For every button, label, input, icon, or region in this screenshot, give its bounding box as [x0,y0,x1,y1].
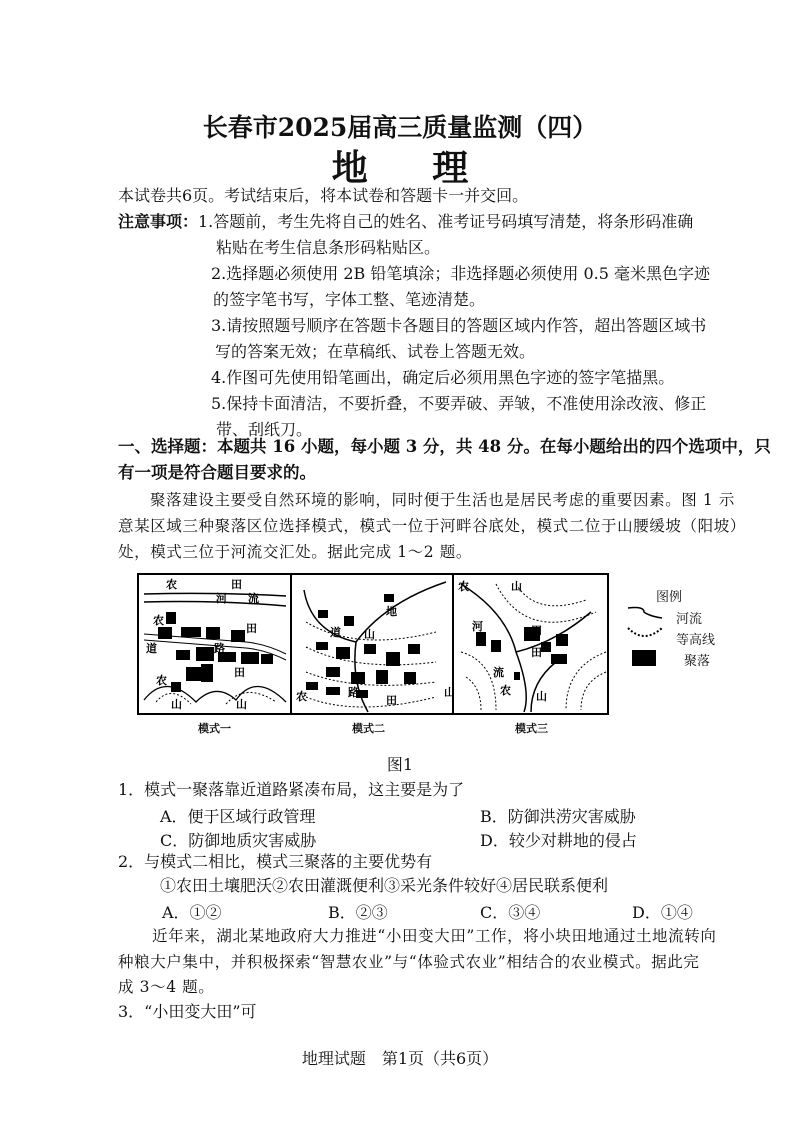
notice-label: 注意事项： [118,212,199,231]
legend-settlement: 聚落 [684,654,711,669]
panel-caption-1: 模式一 [198,722,231,735]
map-label: 山 [171,698,182,711]
question-1-stem: 1．模式一聚落靠近道路紧凑布局，这主要是为了 [118,780,465,799]
map-label: 路 [348,686,359,699]
map-label: 道 [146,642,157,655]
map-label: 田 [246,622,257,635]
contour-symbol-icon [628,628,662,636]
q1-option-d: D．较少对耕地的侵占 [480,831,637,850]
exam-title: 长春市2025届高三质量监测（四） [202,113,598,142]
section-heading: 一、选择题：本题共 16 小题，每小题 3 分，共 48 分。在每小题给出的四个选项中，只 [118,437,771,456]
settlement-symbol-icon [632,650,656,666]
section-heading-cont: 有一项是符合题目要求的。 [118,463,316,482]
q1-option-a: A．便于区域行政管理 [160,807,316,826]
notice-item-2-cont: 的签字笔书写，字体工整、笔迹清楚。 [213,290,486,309]
map-label: 流 [493,666,504,679]
q2-statements: ①农田土壤肥沃②农田灌溉便利③采光条件较好④居民联系便利 [160,876,609,895]
figure-caption: 图1 [386,755,414,774]
map-label: 田 [531,646,542,659]
q1-option-c: C．防御地质灾害威胁 [160,831,317,850]
map-label: 田 [531,624,542,637]
map-label: 农 [166,578,177,591]
map-label: 田 [386,694,397,707]
notice-item-1: 1.答题前，考生先将自己的姓名、准考证号码填写清楚，将条形码准确 [198,212,694,231]
page-footer: 地理试题 第1页（共6页） [301,1049,499,1068]
notice-item-5-cont: 带、刮纸刀。 [216,420,313,439]
passage-1-line-3: 处，模式三位于河流交汇处。据此完成 1～2 题。 [118,543,472,561]
settlement-pattern-figure [136,572,616,718]
map-label: 田 [231,578,242,591]
legend-title: 图例 [656,590,683,605]
notice-item-1-cont: 粘贴在考生信息条形码粘贴区。 [216,238,441,257]
legend-symbols [624,604,664,670]
map-label: 地 [386,605,397,618]
passage-2-line-3: 成 3～4 题。 [118,978,215,996]
river-symbol-icon [628,608,662,619]
q2-option-d: D．①④ [632,903,693,922]
map-label: 山 [236,698,247,711]
question-3-stem: 3．“小田变大田”可 [118,1002,257,1021]
intro-text: 本试卷共6页。考试结束后，将本试卷和答题卡一并交回。 [118,186,529,205]
map-label: 河 [472,620,483,633]
map-label: 农 [458,580,469,593]
passage-1-line-1: 聚落建设主要受自然环境的影响，同时便于生活也是居民考虑的重要因素。图 1 示 [150,491,736,509]
map-label: 道 [330,626,341,639]
notice-item-3: 3.请按照题号顺序在答题卡各题目的答题区域内作答，超出答题区域书 [211,316,707,335]
q1-option-b: B．防御洪涝灾害威胁 [480,807,636,826]
map-label: 山 [536,690,547,703]
notice-item-3-cont: 写的答案无效；在草稿纸、试卷上答题无效。 [215,342,536,361]
subject-title: 地 理 [331,147,495,189]
map-label: 农 [153,614,164,627]
map-label: 农 [156,674,167,687]
notice-item-4: 4.作图可先使用铅笔画出，确定后必须用黑色字迹的签字笔描黑。 [211,368,675,387]
notice-item-5: 5.保持卡面清洁，不要折叠，不要弄破、弄皱，不准使用涂改液、修正 [211,394,707,413]
legend-contour: 等高线 [676,633,716,648]
q2-option-c: C．③④ [480,903,541,922]
map-label: 田 [234,666,245,679]
map-label: 路 [214,642,225,655]
passage-1-line-2: 意某区域三种聚落区位选择模式，模式一位于河畔谷底处，模式二位于山腰缓坡（阳坡） [118,517,746,535]
map-label: 山 [364,628,375,641]
map-label: 山 [511,580,522,593]
legend-river: 河流 [676,612,703,627]
notice-item-2: 2.选择题必须使用 2B 铅笔填涂；非选择题必须使用 0.5 毫米黑色字迹 [211,264,710,283]
q2-option-a: A．①② [162,903,222,922]
map-label: 河 [216,592,227,605]
panel-caption-2: 模式二 [352,722,385,735]
map-label: 山 [444,686,455,699]
q2-option-b: B．②③ [328,903,388,922]
panel-caption-3: 模式三 [515,722,548,735]
passage-2-line-2: 种粮大户集中，并积极探索“智慧农业”与“体验式农业”相结合的农业模式。据此完 [118,953,700,971]
passage-2-line-1: 近年来，湖北某地政府大力推进“小田变大田”工作，将小块田地通过土地流转向 [152,927,717,945]
map-label: 流 [248,592,259,605]
map-label: 农 [500,684,511,697]
map-label: 农 [296,690,307,703]
question-2-stem: 2．与模式二相比，模式三聚落的主要优势有 [118,852,433,871]
